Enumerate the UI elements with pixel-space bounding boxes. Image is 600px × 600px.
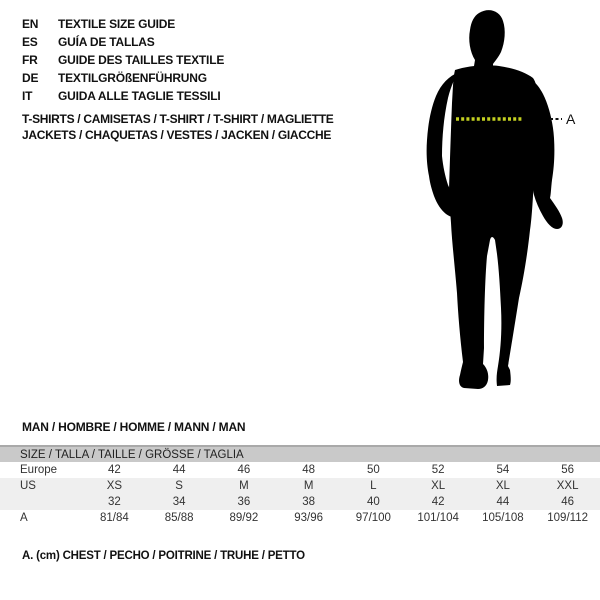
man-figure	[415, 6, 580, 394]
man-silhouette	[415, 6, 580, 394]
language-row	[22, 87, 224, 105]
language-code: EN	[22, 17, 39, 31]
size-table-row	[0, 510, 600, 526]
language-row	[22, 51, 224, 69]
size-cell: 105/108	[482, 512, 524, 524]
size-cell: 97/100	[355, 512, 391, 524]
language-label: GUIDA ALLE TAGLIE TESSILI	[58, 89, 221, 103]
language-label: TEXTILE SIZE GUIDE	[58, 17, 176, 31]
size-cell: 36	[237, 496, 251, 508]
category-line: JACKETS / CHAQUETAS / VESTES / JACKEN / GIACCHE	[22, 128, 332, 142]
size-cell: 46	[561, 496, 575, 508]
size-table-row	[0, 462, 600, 478]
silhouette-head	[469, 10, 505, 72]
size-cell: 52	[431, 464, 445, 476]
size-table	[0, 445, 600, 526]
category-line: T-SHIRTS / CAMISETAS / T-SHIRT / T-SHIRT / MAGLIETTE	[22, 112, 334, 126]
language-code: IT	[22, 89, 33, 103]
size-cell: L	[370, 480, 377, 492]
size-cell: XXL	[556, 480, 579, 492]
size-cell: 46	[237, 464, 251, 476]
size-cell: XL	[431, 480, 446, 492]
measure-label-a: A	[566, 111, 576, 127]
size-row-label: US	[20, 480, 36, 492]
size-cell: 56	[561, 464, 575, 476]
language-row	[22, 15, 224, 33]
size-cell: 44	[496, 496, 510, 508]
size-cell: 93/96	[294, 512, 324, 524]
size-cell: M	[239, 480, 249, 492]
language-row	[22, 69, 224, 87]
size-cell: 85/88	[164, 512, 194, 524]
size-cell: 42	[107, 464, 121, 476]
size-cell: S	[175, 480, 183, 492]
size-cell: 48	[302, 464, 316, 476]
size-cell: XL	[495, 480, 510, 492]
size-table-header: SIZE / TALLA / TAILLE / GRÖSSE / TAGLIA	[0, 445, 600, 462]
language-code: FR	[22, 53, 38, 67]
size-row-label	[0, 494, 82, 510]
size-table-body	[0, 462, 600, 526]
size-cell: 34	[172, 496, 186, 508]
size-cell: 42	[431, 496, 445, 508]
language-label: GUIDE DES TAILLES TEXTILE	[58, 53, 225, 67]
language-row	[22, 33, 224, 51]
silhouette-body	[449, 65, 537, 389]
size-cell: 101/104	[417, 512, 459, 524]
size-cell: 89/92	[229, 512, 259, 524]
size-row-label: Europe	[20, 464, 58, 476]
language-code: DE	[22, 71, 39, 85]
size-cell: 81/84	[99, 512, 129, 524]
language-label: TEXTILGRÖßENFÜHRUNG	[58, 71, 207, 85]
size-cell: 109/112	[547, 512, 588, 524]
category-lines	[22, 111, 334, 143]
measurement-footnote: A. (cm) CHEST / PECHO / POITRINE / TRUHE / PETTO	[22, 550, 305, 562]
size-row-label: A	[20, 512, 28, 524]
size-cell: 54	[496, 464, 510, 476]
size-table-row	[0, 478, 600, 494]
language-code: ES	[22, 35, 38, 49]
size-table-row	[0, 494, 600, 510]
section-title: MAN / HOMBRE / HOMME / MANN / MAN	[22, 420, 246, 434]
size-cell: M	[303, 480, 314, 492]
size-cell: XS	[106, 480, 123, 492]
size-cell: 40	[366, 496, 380, 508]
language-label: GUÍA DE TALLAS	[58, 35, 155, 49]
size-cell: 44	[172, 464, 186, 476]
size-cell: 50	[366, 464, 380, 476]
size-cell: 32	[107, 496, 121, 508]
size-cell: 38	[302, 496, 316, 508]
language-list	[22, 15, 224, 105]
